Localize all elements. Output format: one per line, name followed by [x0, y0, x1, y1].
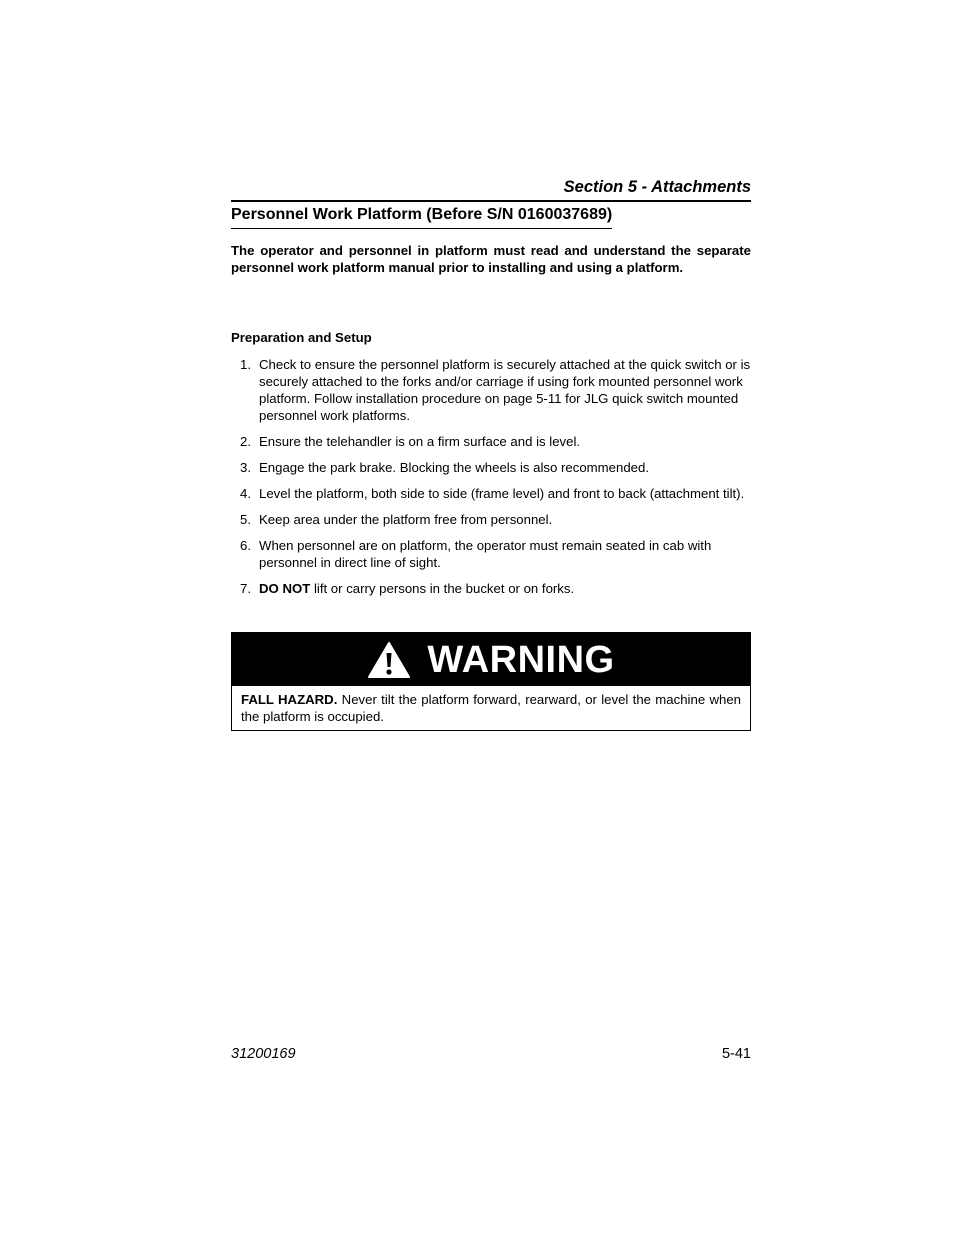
warning-message — [232, 686, 750, 730]
warning-text: Never tilt the platform forward, rearward, or level the machine when the platform is occupied. — [241, 692, 741, 724]
step-number: 7. — [240, 581, 251, 596]
step-text: Level the platform, both side to side (frame level) and front to back (attachment tilt). — [259, 486, 745, 501]
list-item — [231, 459, 751, 476]
step-text: Check to ensure the personnel platform is securely attached at the quick switch or is securely attached to the forks and/or carriage if using fork mounted personnel work platform. Follow installation procedure on page 5-11 for JLG quick switch mounted personnel work platforms. — [259, 357, 751, 423]
list-item — [231, 433, 751, 450]
list-item — [231, 537, 751, 571]
document-number: 31200169 — [231, 1046, 296, 1062]
step-number: 2. — [240, 434, 251, 449]
list-item — [231, 511, 751, 528]
list-item — [231, 485, 751, 502]
step-number: 5. — [240, 512, 251, 527]
intro-paragraph: The operator and personnel in platform must read and understand the separate personnel work platform manual prior to installing and using a platform. — [231, 243, 751, 275]
warning-word: WARNING — [427, 638, 615, 681]
warning-banner — [232, 633, 750, 686]
manual-page — [231, 0, 751, 1235]
list-item — [231, 580, 751, 597]
page-title: Personnel Work Platform (Before S/N 0160037689) — [231, 205, 612, 229]
step-text: lift or carry persons in the bucket or on forks. — [310, 581, 575, 596]
hazard-label: FALL HAZARD. — [241, 692, 338, 707]
step-number: 3. — [240, 460, 251, 475]
warning-triangle-icon — [367, 641, 411, 679]
step-text: Ensure the telehandler is on a firm surface and is level. — [259, 434, 581, 449]
step-number: 6. — [240, 538, 251, 553]
warning-box — [231, 632, 751, 731]
setup-steps-list — [231, 356, 751, 606]
step-text: Keep area under the platform free from personnel. — [259, 512, 553, 527]
page-number: 5-41 — [721, 1046, 751, 1062]
section-header: Section 5 - Attachments — [231, 177, 751, 202]
list-item — [231, 356, 751, 424]
step-number: 4. — [240, 486, 251, 501]
step-emphasis: DO NOT — [259, 581, 311, 596]
preparation-heading: Preparation and Setup — [231, 330, 372, 345]
step-text: Engage the park brake. Blocking the wheels is also recommended. — [259, 460, 649, 475]
step-text: When personnel are on platform, the operator must remain seated in cab with personnel in direct line of sight. — [259, 538, 712, 570]
step-number: 1. — [240, 357, 251, 372]
